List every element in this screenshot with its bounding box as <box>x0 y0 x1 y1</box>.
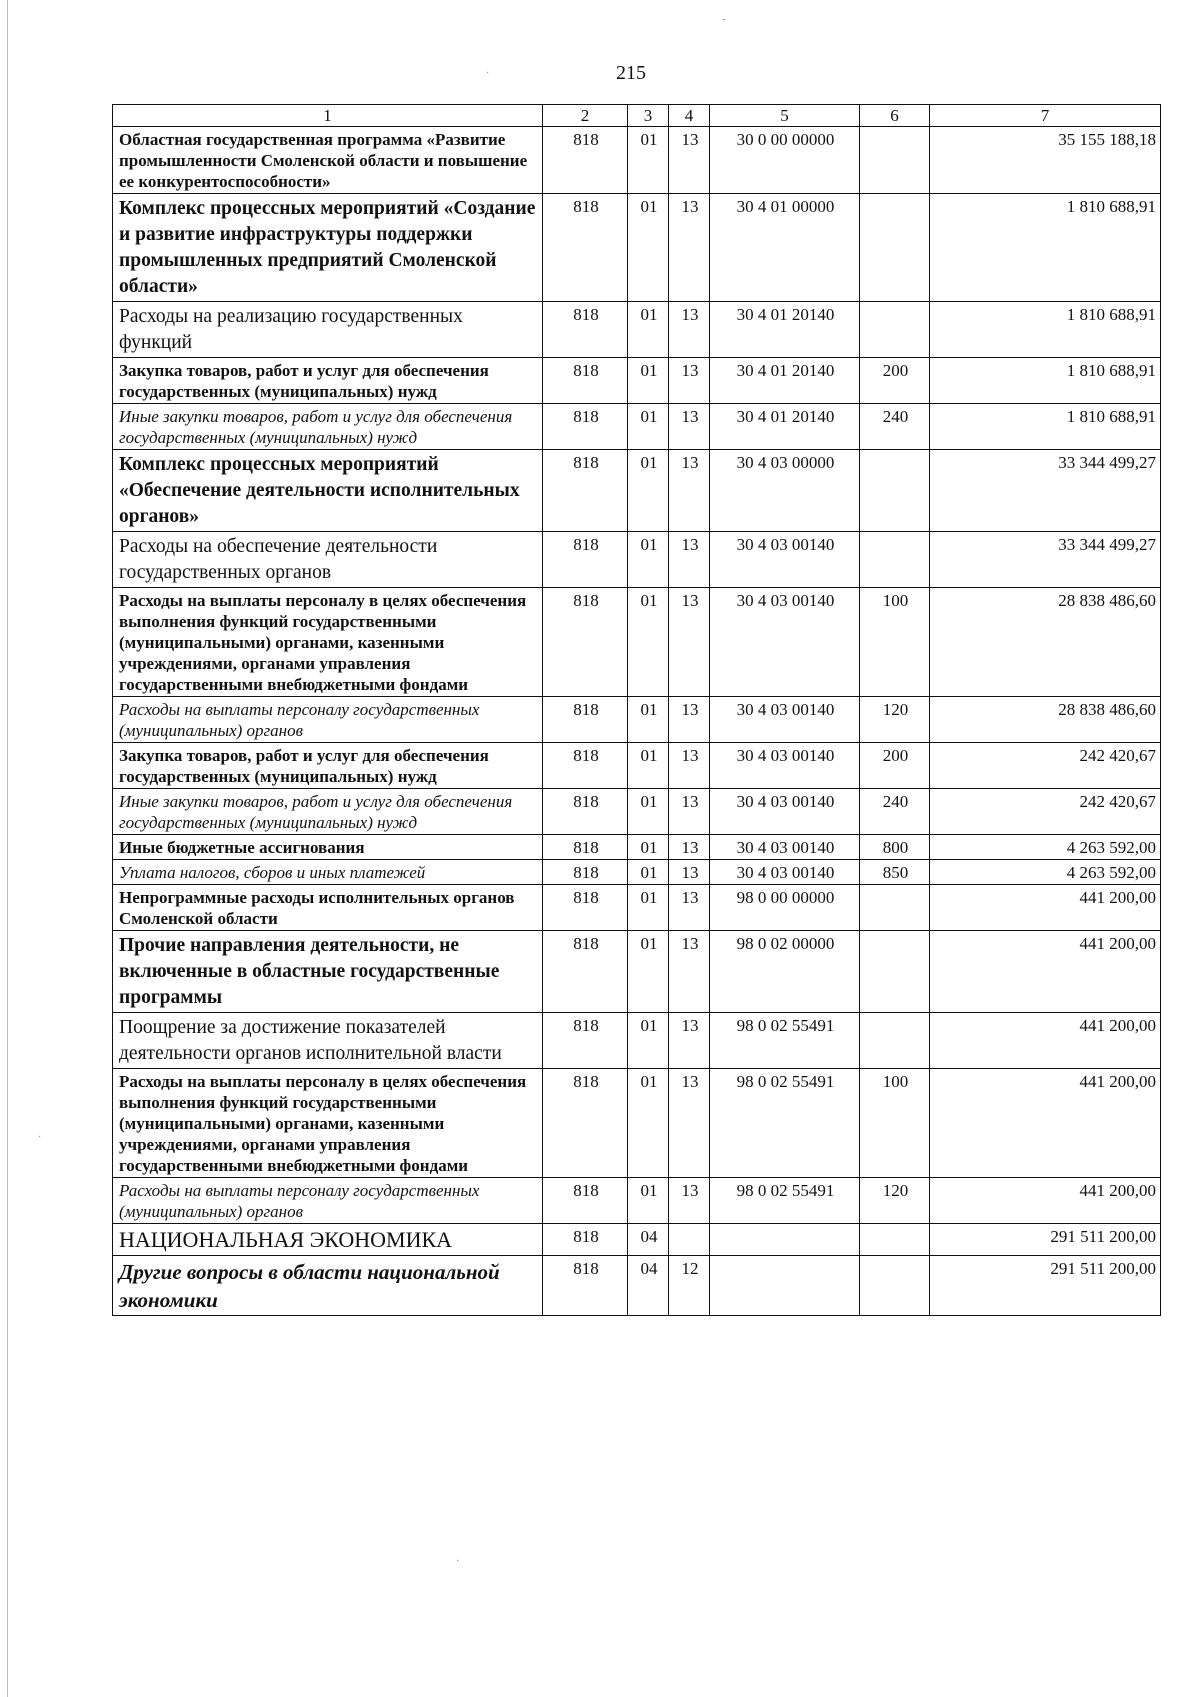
admin-code-cell: 818 <box>543 404 628 450</box>
expense-type-cell: 850 <box>860 860 930 885</box>
table-row <box>113 532 1161 588</box>
table-row <box>113 302 1161 358</box>
expense-type-cell: 240 <box>860 789 930 835</box>
table-row <box>113 1256 1161 1316</box>
expense-type-cell: 200 <box>860 743 930 789</box>
header-cell: 4 <box>669 105 710 127</box>
target-article-cell: 30 4 01 20140 <box>710 358 860 404</box>
expense-type-cell <box>860 302 930 358</box>
table-row <box>113 835 1161 860</box>
amount-cell: 242 420,67 <box>930 743 1161 789</box>
expense-type-cell <box>860 450 930 532</box>
target-article-cell: 30 4 03 00140 <box>710 789 860 835</box>
row-name-cell: Уплата налогов, сборов и иных платежей <box>113 860 543 885</box>
header-row <box>113 105 1161 127</box>
amount-cell: 441 200,00 <box>930 931 1161 1013</box>
table-body <box>113 105 1161 1316</box>
subsection-cell: 13 <box>669 697 710 743</box>
amount-cell: 33 344 499,27 <box>930 532 1161 588</box>
expense-type-cell <box>860 931 930 1013</box>
admin-code-cell: 818 <box>543 194 628 302</box>
subsection-cell: 13 <box>669 1013 710 1069</box>
row-name-cell: Непрограммные расходы исполнительных органов Смоленской области <box>113 885 543 931</box>
amount-cell: 242 420,67 <box>930 789 1161 835</box>
section-cell: 01 <box>628 1178 669 1224</box>
target-article-cell <box>710 1256 860 1316</box>
target-article-cell: 30 0 00 00000 <box>710 127 860 194</box>
section-cell: 01 <box>628 697 669 743</box>
expense-type-cell <box>860 1013 930 1069</box>
amount-cell: 1 810 688,91 <box>930 358 1161 404</box>
table-row <box>113 127 1161 194</box>
admin-code-cell: 818 <box>543 931 628 1013</box>
row-name-cell: Поощрение за достижение показателей деятельности органов исполнительной власти <box>113 1013 543 1069</box>
row-name-cell: Прочие направления деятельности, не включенные в областные государственные программы <box>113 931 543 1013</box>
row-name-cell: Расходы на выплаты персоналу в целях обеспечения выполнения функций государственными (муниципальными) органами, казенными учреждениями, органами управления государственными внебюджетными фондами <box>113 588 543 697</box>
table-row <box>113 450 1161 532</box>
expense-type-cell: 800 <box>860 835 930 860</box>
target-article-cell: 30 4 03 00140 <box>710 588 860 697</box>
amount-cell: 35 155 188,18 <box>930 127 1161 194</box>
section-cell: 04 <box>628 1256 669 1316</box>
expense-type-cell <box>860 1224 930 1256</box>
expense-type-cell <box>860 885 930 931</box>
table-row <box>113 358 1161 404</box>
subsection-cell: 13 <box>669 127 710 194</box>
row-name-cell: Иные закупки товаров, работ и услуг для обеспечения государственных (муниципальных) нужд <box>113 789 543 835</box>
table-row <box>113 697 1161 743</box>
target-article-cell: 98 0 00 00000 <box>710 885 860 931</box>
section-cell: 01 <box>628 194 669 302</box>
subsection-cell: 13 <box>669 358 710 404</box>
target-article-cell: 30 4 01 20140 <box>710 302 860 358</box>
admin-code-cell: 818 <box>543 532 628 588</box>
row-name-cell: НАЦИОНАЛЬНАЯ ЭКОНОМИКА <box>113 1224 543 1256</box>
target-article-cell: 98 0 02 00000 <box>710 931 860 1013</box>
admin-code-cell: 818 <box>543 450 628 532</box>
row-name-cell: Закупка товаров, работ и услуг для обеспечения государственных (муниципальных) нужд <box>113 743 543 789</box>
target-article-cell: 98 0 02 55491 <box>710 1178 860 1224</box>
amount-cell: 441 200,00 <box>930 1178 1161 1224</box>
amount-cell: 4 263 592,00 <box>930 835 1161 860</box>
subsection-cell: 13 <box>669 404 710 450</box>
expense-type-cell: 120 <box>860 697 930 743</box>
table-row <box>113 1069 1161 1178</box>
admin-code-cell: 818 <box>543 1069 628 1178</box>
row-name-cell: Областная государственная программа «Развитие промышленности Смоленской области и повышение ее конкурентоспособности» <box>113 127 543 194</box>
section-cell: 01 <box>628 1013 669 1069</box>
scan-speck: · <box>38 1132 42 1143</box>
subsection-cell: 13 <box>669 588 710 697</box>
target-article-cell: 98 0 02 55491 <box>710 1013 860 1069</box>
table-row <box>113 1013 1161 1069</box>
table-row <box>113 789 1161 835</box>
scan-speck: · <box>486 68 490 79</box>
target-article-cell: 98 0 02 55491 <box>710 1069 860 1178</box>
amount-cell: 291 511 200,00 <box>930 1224 1161 1256</box>
table-row <box>113 1178 1161 1224</box>
row-name-cell: Расходы на выплаты персоналу в целях обеспечения выполнения функций государственными (муниципальными) органами, казенными учреждениями, органами управления государственными внебюджетными фондами <box>113 1069 543 1178</box>
table-row <box>113 588 1161 697</box>
amount-cell: 1 810 688,91 <box>930 404 1161 450</box>
header-cell: 7 <box>930 105 1161 127</box>
table-row <box>113 743 1161 789</box>
section-cell: 01 <box>628 1069 669 1178</box>
admin-code-cell: 818 <box>543 697 628 743</box>
subsection-cell: 13 <box>669 302 710 358</box>
admin-code-cell: 818 <box>543 1256 628 1316</box>
subsection-cell <box>669 1224 710 1256</box>
expense-type-cell <box>860 194 930 302</box>
admin-code-cell: 818 <box>543 302 628 358</box>
expense-type-cell: 240 <box>860 404 930 450</box>
header-cell: 1 <box>113 105 543 127</box>
amount-cell: 441 200,00 <box>930 1069 1161 1178</box>
subsection-cell: 13 <box>669 532 710 588</box>
scan-edge-line <box>7 0 8 1697</box>
amount-cell: 4 263 592,00 <box>930 860 1161 885</box>
budget-table <box>112 104 1161 1316</box>
row-name-cell: Расходы на выплаты персоналу государственных (муниципальных) органов <box>113 1178 543 1224</box>
target-article-cell: 30 4 03 00140 <box>710 532 860 588</box>
table-row <box>113 404 1161 450</box>
target-article-cell: 30 4 03 00140 <box>710 743 860 789</box>
expense-type-cell: 100 <box>860 588 930 697</box>
header-cell: 3 <box>628 105 669 127</box>
subsection-cell: 13 <box>669 885 710 931</box>
section-cell: 04 <box>628 1224 669 1256</box>
target-article-cell <box>710 1224 860 1256</box>
amount-cell: 28 838 486,60 <box>930 697 1161 743</box>
target-article-cell: 30 4 03 00140 <box>710 835 860 860</box>
expense-type-cell: 100 <box>860 1069 930 1178</box>
expense-type-cell: 200 <box>860 358 930 404</box>
admin-code-cell: 818 <box>543 743 628 789</box>
row-name-cell: Расходы на обеспечение деятельности государственных органов <box>113 532 543 588</box>
target-article-cell: 30 4 01 20140 <box>710 404 860 450</box>
header-cell: 6 <box>860 105 930 127</box>
section-cell: 01 <box>628 789 669 835</box>
expense-type-cell <box>860 1256 930 1316</box>
subsection-cell: 13 <box>669 931 710 1013</box>
section-cell: 01 <box>628 450 669 532</box>
admin-code-cell: 818 <box>543 127 628 194</box>
row-name-cell: Другие вопросы в области национальной экономики <box>113 1256 543 1316</box>
subsection-cell: 13 <box>669 860 710 885</box>
section-cell: 01 <box>628 358 669 404</box>
table-row <box>113 194 1161 302</box>
admin-code-cell: 818 <box>543 358 628 404</box>
admin-code-cell: 818 <box>543 860 628 885</box>
subsection-cell: 13 <box>669 789 710 835</box>
subsection-cell: 13 <box>669 450 710 532</box>
header-cell: 2 <box>543 105 628 127</box>
section-cell: 01 <box>628 835 669 860</box>
amount-cell: 1 810 688,91 <box>930 302 1161 358</box>
page-number: 215 <box>616 62 646 84</box>
admin-code-cell: 818 <box>543 885 628 931</box>
amount-cell: 28 838 486,60 <box>930 588 1161 697</box>
row-name-cell: Комплекс процессных мероприятий «Обеспечение деятельности исполнительных органов» <box>113 450 543 532</box>
admin-code-cell: 818 <box>543 1224 628 1256</box>
section-cell: 01 <box>628 588 669 697</box>
amount-cell: 33 344 499,27 <box>930 450 1161 532</box>
amount-cell: 441 200,00 <box>930 885 1161 931</box>
amount-cell: 291 511 200,00 <box>930 1256 1161 1316</box>
admin-code-cell: 818 <box>543 1013 628 1069</box>
row-name-cell: Иные закупки товаров, работ и услуг для обеспечения государственных (муниципальных) нужд <box>113 404 543 450</box>
row-name-cell: Расходы на реализацию государственных функций <box>113 302 543 358</box>
target-article-cell: 30 4 03 00140 <box>710 860 860 885</box>
target-article-cell: 30 4 03 00000 <box>710 450 860 532</box>
subsection-cell: 13 <box>669 1178 710 1224</box>
table-row <box>113 1224 1161 1256</box>
section-cell: 01 <box>628 860 669 885</box>
amount-cell: 441 200,00 <box>930 1013 1161 1069</box>
admin-code-cell: 818 <box>543 835 628 860</box>
header-cell: 5 <box>710 105 860 127</box>
admin-code-cell: 818 <box>543 1178 628 1224</box>
subsection-cell: 13 <box>669 835 710 860</box>
table-row <box>113 931 1161 1013</box>
section-cell: 01 <box>628 127 669 194</box>
row-name-cell: Иные бюджетные ассигнования <box>113 835 543 860</box>
scan-speck: - <box>722 14 726 25</box>
row-name-cell: Закупка товаров, работ и услуг для обеспечения государственных (муниципальных) нужд <box>113 358 543 404</box>
expense-type-cell: 120 <box>860 1178 930 1224</box>
row-name-cell: Комплекс процессных мероприятий «Создание и развитие инфраструктуры поддержки промышленных предприятий Смоленской области» <box>113 194 543 302</box>
target-article-cell: 30 4 01 00000 <box>710 194 860 302</box>
table-row <box>113 885 1161 931</box>
subsection-cell: 13 <box>669 1069 710 1178</box>
scan-speck: · <box>456 1556 460 1567</box>
row-name-cell: Расходы на выплаты персоналу государственных (муниципальных) органов <box>113 697 543 743</box>
section-cell: 01 <box>628 885 669 931</box>
subsection-cell: 13 <box>669 194 710 302</box>
expense-type-cell <box>860 127 930 194</box>
table-row <box>113 860 1161 885</box>
section-cell: 01 <box>628 931 669 1013</box>
subsection-cell: 13 <box>669 743 710 789</box>
expense-type-cell <box>860 532 930 588</box>
section-cell: 01 <box>628 302 669 358</box>
section-cell: 01 <box>628 404 669 450</box>
target-article-cell: 30 4 03 00140 <box>710 697 860 743</box>
amount-cell: 1 810 688,91 <box>930 194 1161 302</box>
subsection-cell: 12 <box>669 1256 710 1316</box>
admin-code-cell: 818 <box>543 789 628 835</box>
section-cell: 01 <box>628 743 669 789</box>
section-cell: 01 <box>628 532 669 588</box>
admin-code-cell: 818 <box>543 588 628 697</box>
